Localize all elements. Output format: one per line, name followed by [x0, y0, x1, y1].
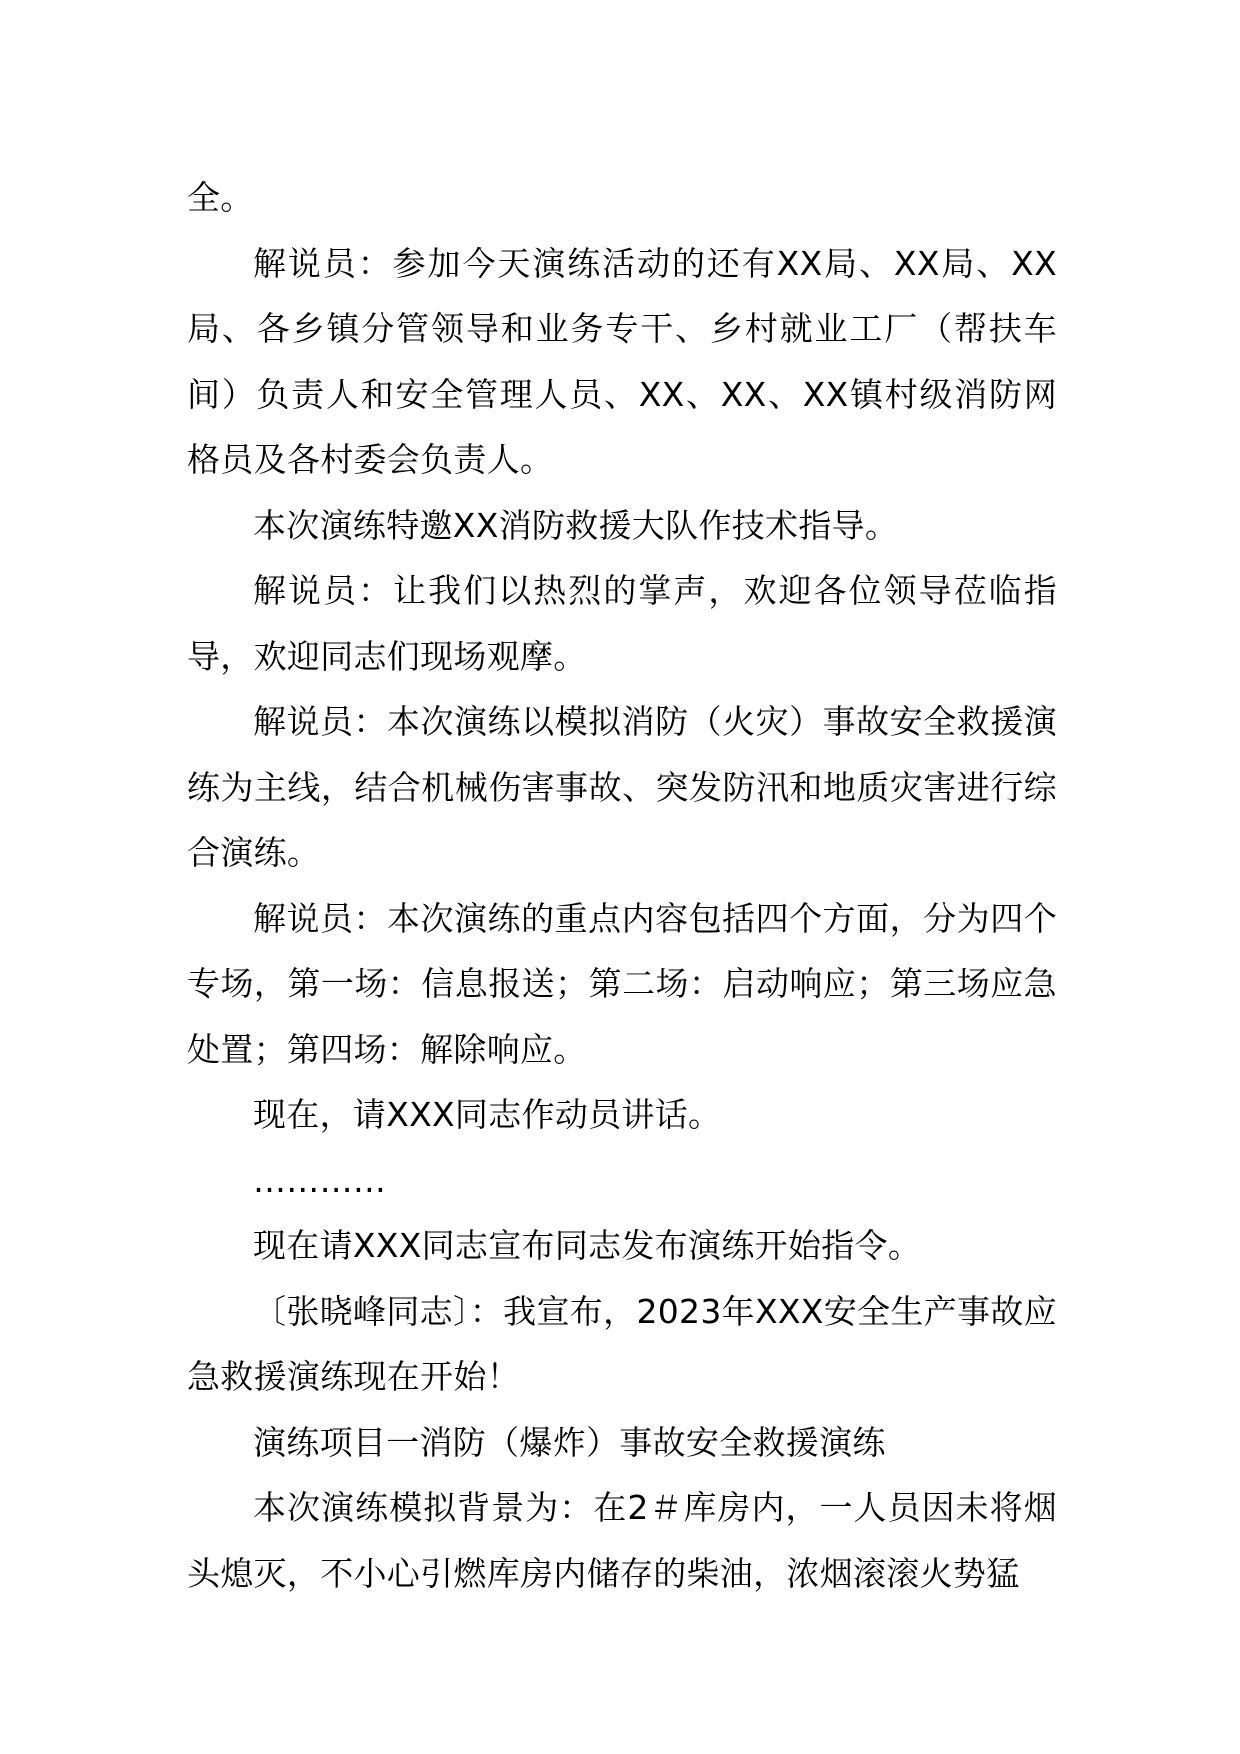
- paragraph-drill-mainline: 解说员：本次演练以模拟消防（火灾）事故安全救援演练为主线，结合机械伤害事故、突发防汛和地质灾害进行综合演练。: [187, 702, 1057, 872]
- paragraph-project-title: 演练项目一消防（爆炸）事故安全救援演练: [253, 1422, 886, 1462]
- paragraph-scenario-background: 本次演练模拟背景为：在2＃库房内，一人员因未将烟头熄灭，不小心引燃库房内储存的柴油，浓烟滚滚火势猛: [187, 1488, 1057, 1593]
- paragraph-guidance: 本次演练特邀XX消防救援大队作技术指导。: [253, 505, 899, 545]
- paragraph-welcome: 解说员：让我们以热烈的掌声，欢迎各位领导莅临指导，欢迎同志们现场观摩。: [187, 571, 1057, 676]
- document-body: [187, 165, 1057, 1606]
- paragraph-start-instruction: 现在请XXX同志宣布同志发布演练开始指令。: [253, 1226, 922, 1265]
- paragraph-declaration: 〔张晓峰同志〕：我宣布，2023年XXX安全生产事故应急救援演练现在开始！: [187, 1291, 1057, 1396]
- paragraph-continuation: 全。: [187, 178, 254, 217]
- paragraph-ellipsis: …………: [253, 1160, 387, 1200]
- paragraph-drill-contents: 解说员：本次演练的重点内容包括四个方面，分为四个专场，第一场：信息报送；第二场：启动响应；第三场应急处置；第四场：解除响应。: [187, 898, 1057, 1069]
- paragraph-mobilization-speech: 现在，请XXX同志作动员讲话。: [253, 1095, 722, 1134]
- paragraph-attendees: 解说员：参加今天演练活动的还有XX局、XX局、XX局、各乡镇分管领导和业务专干、乡村就业工厂（帮扶车间）负责人和安全管理人员、XX、XX、XX镇村级消防网格员及各村委会负责人。: [187, 243, 1057, 479]
